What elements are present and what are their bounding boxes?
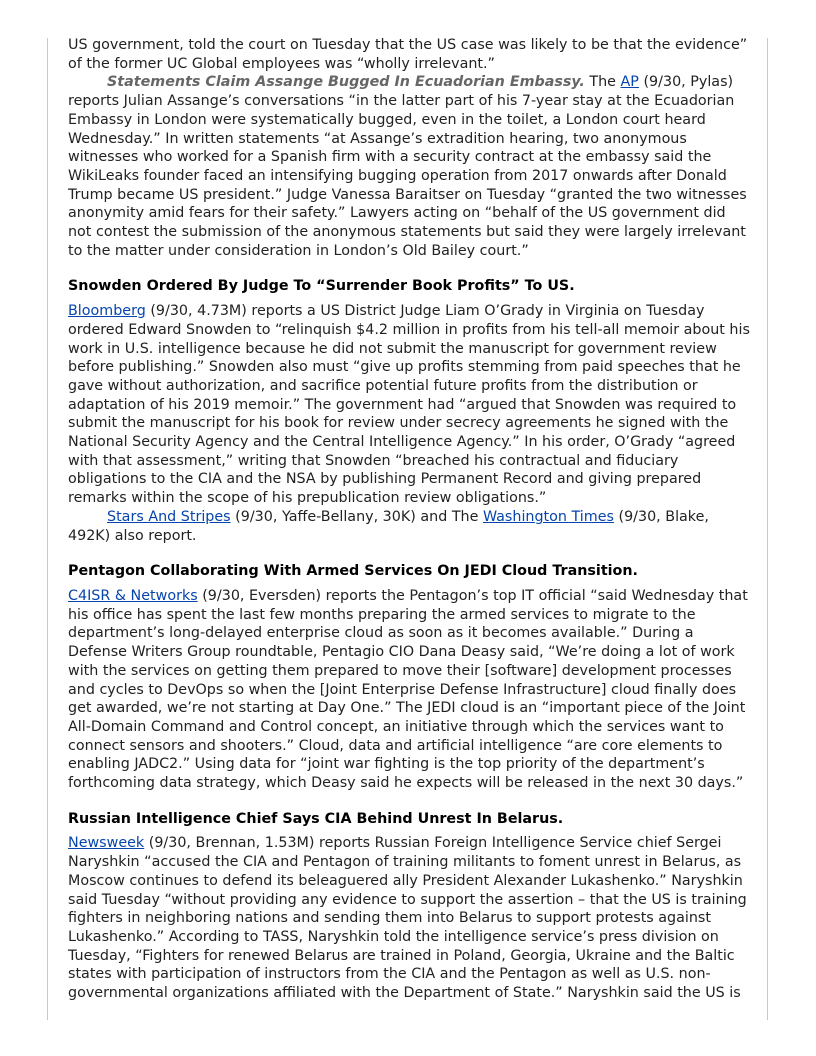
source-link-c4isr[interactable]: C4ISR & Networks — [68, 587, 198, 604]
source-link-newsweek[interactable]: Newsweek — [68, 835, 145, 852]
also-report-line — [68, 508, 752, 545]
source-link-stars-and-stripes[interactable]: Stars And Stripes — [107, 508, 231, 525]
source-link-bloomberg[interactable]: Bloomberg — [68, 303, 146, 320]
article-text: (9/30, Brennan, 1.53M) reports Russian Foreign Intelligence Service chief Sergei Naryshkin “accused the CIA and Pentagon of training militants to foment unrest in Belarus, as Moscow continues to defend its beleaguered ally President Alexander Lukashenko.” Naryshkin said Tuesday “without providing any evidence to support the assertion – that the US is training fighters in neighboring nations and sending them into Belarus to support protests against Lukashenko.” According to TASS, Naryshkin told the intelligence service’s press division on Tuesday, “Fighters for renewed Belarus are trained in Poland, Georgia, Ukraine and the Baltic states with participation of instructors from the CIA and the Pentagon as well as U.S. non-governmental organizations affiliated with the Department of State.” Naryshkin said the US is — [68, 835, 747, 1002]
also-report-end: (9/30, Blake, 492K) also report. — [68, 508, 709, 544]
also-report-mid: (9/30, Yaffe-Bellany, 30K) and The — [230, 508, 483, 525]
article-text: (9/30, Eversden) reports the Pentagon’s top IT official “said Wednesday that his office has spent the last few months preparing the armed services to migrate to the department’s long-delayed enterprise cloud as soon as it becomes available.” During a Defense Writers Group roundtable, Pentagio CIO Dana Deasy said, “We’re doing a lot of work with the services on getting them prepared to move their [software] development processes and cycles to DevOps so when the [Joint Enterprise Defense Infrastructure] cloud finally does get awarded, we’re not starting at Day One.” The JEDI cloud is an “important piece of the Joint All-Domain Command and Control concept, an initiative through which the services want to connect sensors and shooters.” Cloud, data and artificial intelligence “are core elements to enabling JADC2.” Using data for “joint war fighting is the top priority of the department’s forthcoming data strategy, which Deasy said he expects will be released in the next 30 days.” — [68, 587, 748, 792]
article-headline-jedi: Pentagon Collaborating With Armed Services On JEDI Cloud Transition. — [68, 563, 638, 580]
article-body-belarus — [68, 834, 752, 1002]
source-link-ap[interactable]: AP — [620, 74, 639, 91]
article-headline-snowden: Snowden Ordered By Judge To “Surrender Book Profits” To US. — [68, 278, 575, 295]
source-meta: (9/30, Pylas) — [638, 74, 734, 91]
intro-continuation-paragraph: US government, told the court on Tuesday that the US case was likely to be that the evidence” of the former UC Global employees was “wholly irrelevant.” — [68, 37, 748, 72]
article-body-snowden — [68, 302, 752, 508]
right-margin-rule — [767, 38, 768, 1020]
document-body — [68, 36, 752, 1003]
article-text: (9/30, 4.73M) reports a US District Judge Liam O’Grady in Virginia on Tuesday ordered Edward Snowden to “relinquish $4.2 million in profits from his tell-all memoir about his work in U.S. intelligence because he did not submit the manuscript for government review before publishing.” Snowden also must “give up profits stemming from paid speeches that he gave without authorization, and sacrifice potential future profits from the distribution or adaptation of his 2019 memoir.” The government had “argued that Snowden was required to submit the manuscript for his book for review under secrecy agreements he signed with the National Security Agency and the Central Intelligence Agency.” In his order, O’Grady “agreed with that assessment,” writing that Snowden “breached his contractual and fiduciary obligations to the CIA and the NSA by publishing Permanent Record and giving prepared remarks within the scope of his prepublication review obligations.” — [68, 303, 750, 507]
article-body-jedi — [68, 587, 752, 793]
left-margin-rule — [47, 38, 48, 1020]
runin-headline: Statements Claim Assange Bugged In Ecuadorian Embassy. — [107, 74, 585, 91]
assange-bugging-paragraph — [68, 73, 752, 260]
article-body: reports Julian Assange’s conversations “in the latter part of his 7-year stay at the Ecuadorian Embassy in London were systematically bugged, even in the toilet, a London court heard Wednesday.” In written statements “at Assange’s extradition hearing, two anonymous witnesses who worked for a Spanish firm with a security contract at the embassy said the WikiLeaks founder faced an intensifying bugging operation from 2017 onwards after Donald Trump became US president.” Judge Vanessa Baraitser on Tuesday “granted the two witnesses anonymity amid fears for their safety.” Lawyers acting on “behalf of the US government did not contest the submission of the anonymous statements but said they were largely irrelevant to the matter under consideration in London’s Old Bailey court.” — [68, 93, 747, 259]
article-headline-belarus: Russian Intelligence Chief Says CIA Behind Unrest In Belarus. — [68, 810, 564, 827]
source-prefix: The — [589, 74, 621, 91]
source-link-washington-times[interactable]: Washington Times — [482, 508, 614, 525]
